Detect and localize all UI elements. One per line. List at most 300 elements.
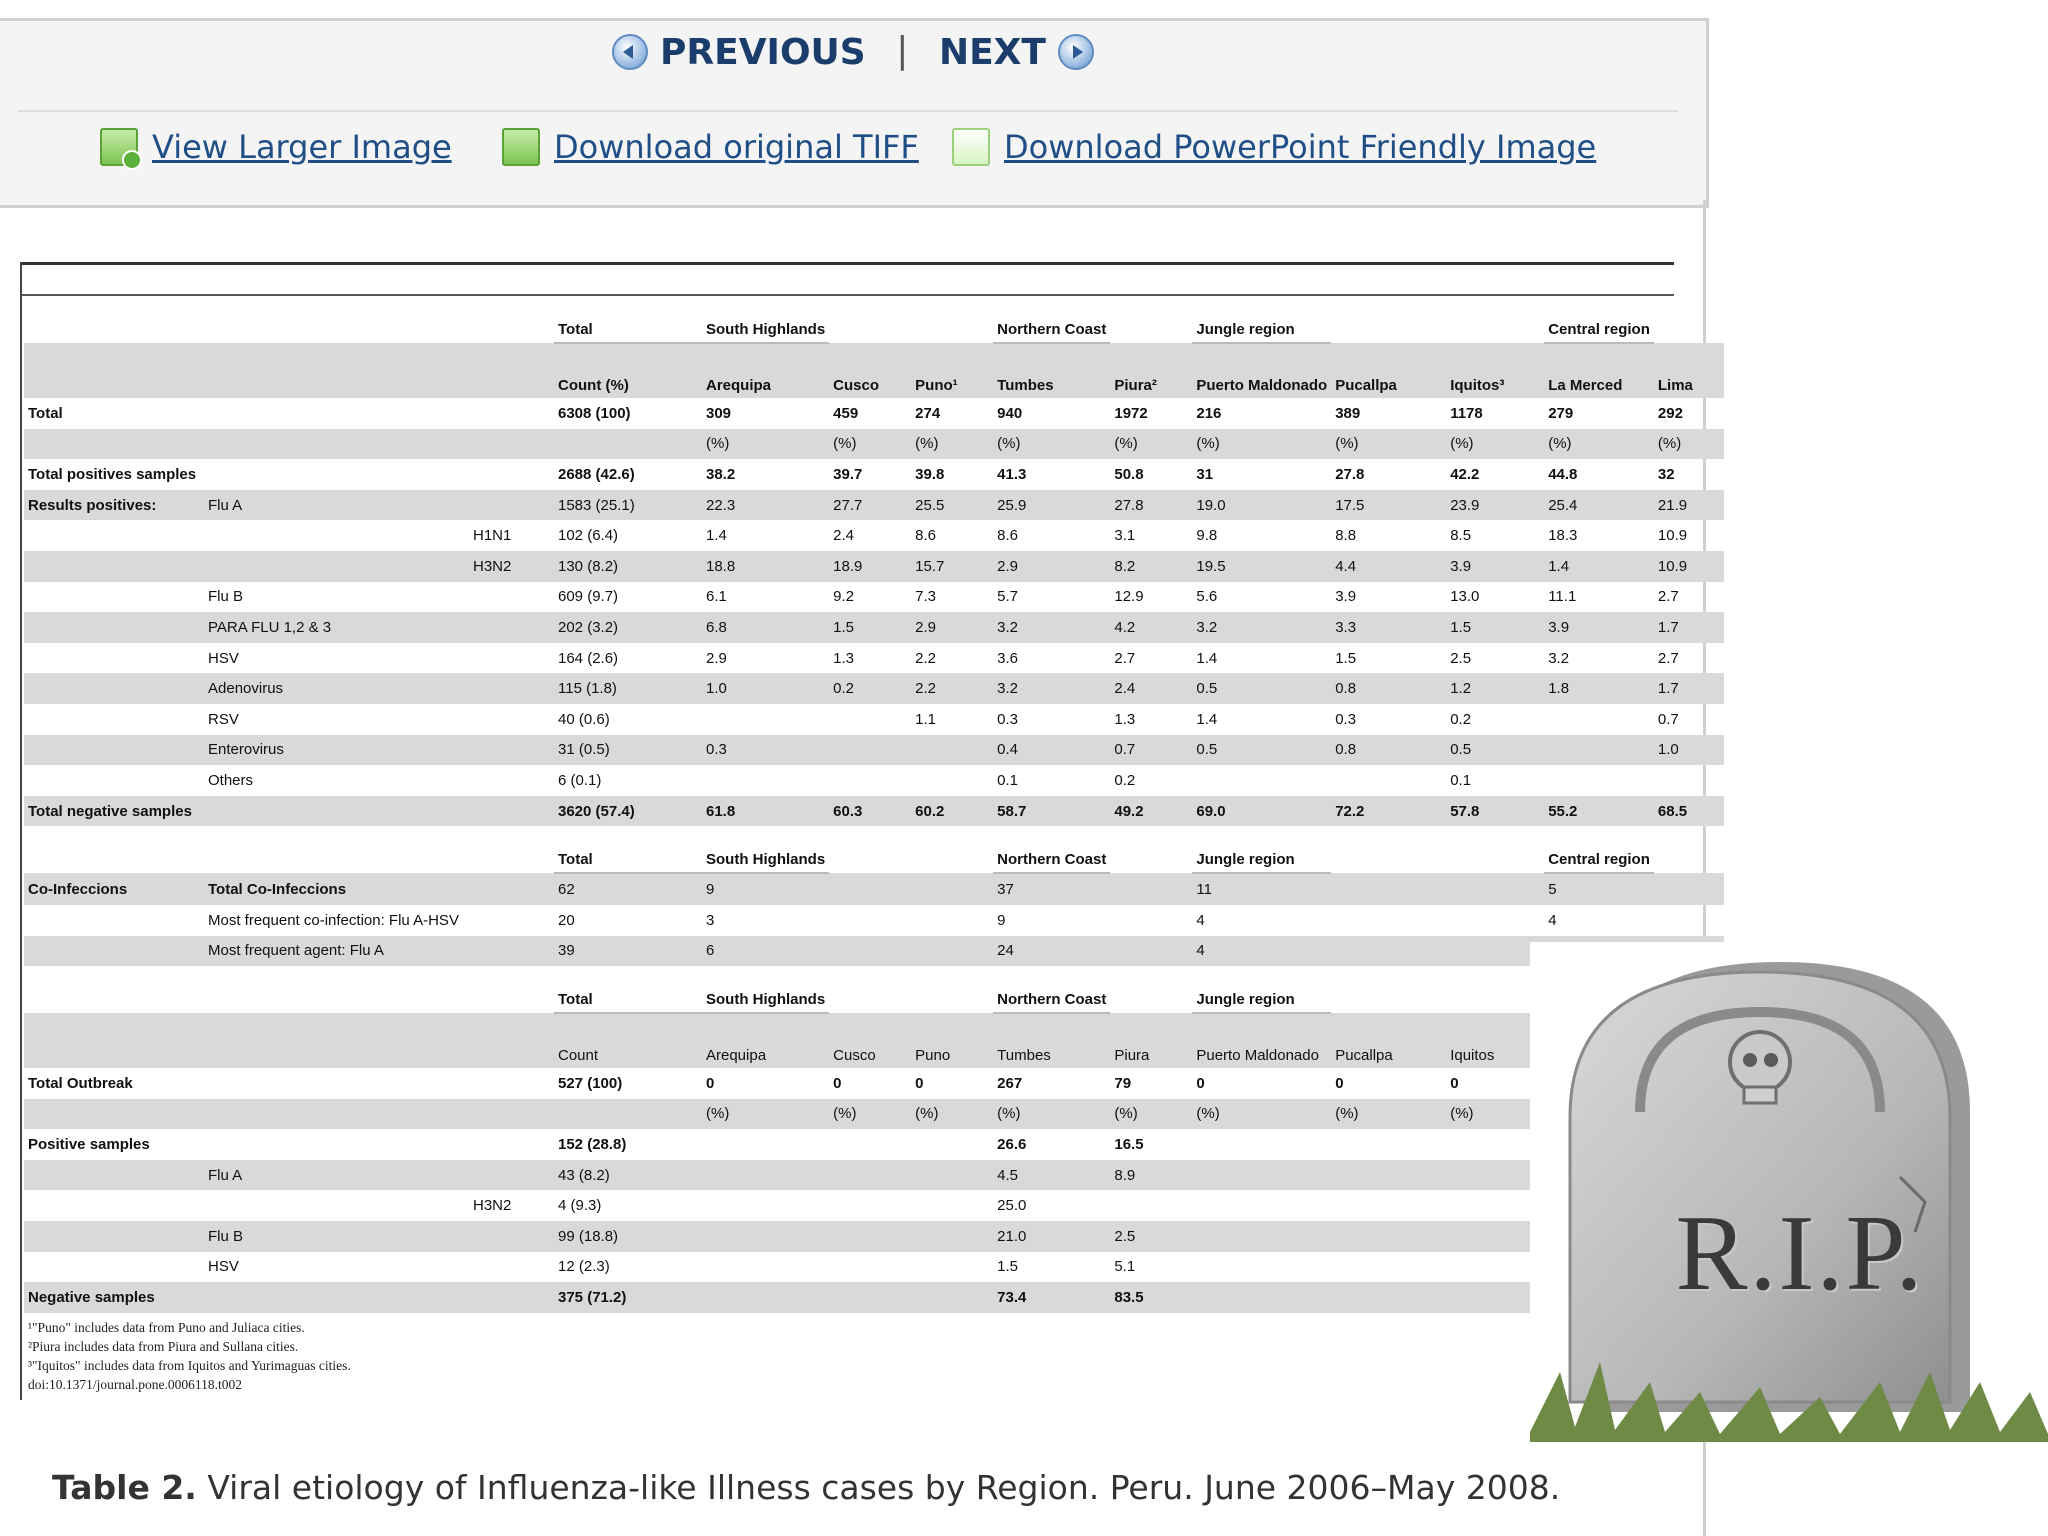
table-cell — [469, 1282, 554, 1313]
table-row — [24, 1129, 1724, 1160]
table-cell — [1446, 905, 1544, 936]
table-cell: 0 — [1196, 1074, 1205, 1092]
table-cell — [204, 1282, 469, 1313]
table-cell: Piura² — [1110, 343, 1192, 398]
table-cell: Total Co-Infeccions — [204, 873, 469, 905]
table-cell: 73.4 — [993, 1282, 1110, 1313]
table-cell — [911, 1129, 993, 1160]
table-cell — [1192, 1160, 1331, 1191]
table-cell: 2.9 — [993, 551, 1110, 582]
table-cell: Tumbes — [993, 343, 1110, 398]
table-cell — [24, 1190, 204, 1221]
table-cell: (%) — [1192, 429, 1331, 460]
table-cell: (%) — [829, 429, 911, 460]
pagination-nav — [0, 30, 1706, 73]
table-cell: 3.2 — [1548, 649, 1570, 667]
table-cell — [204, 1013, 469, 1068]
table-cell — [204, 520, 469, 551]
powerpoint-file-icon — [952, 128, 990, 166]
table-row — [24, 343, 1724, 398]
nav-divider — [18, 110, 1678, 112]
table-cell: 61.8 — [702, 796, 829, 827]
table-cell — [469, 490, 554, 521]
next-label: NEXT — [938, 31, 1046, 73]
table-cell: Iquitos — [1446, 1013, 1544, 1068]
table-cell — [829, 1160, 911, 1191]
table-cell: 0 — [1450, 1074, 1459, 1092]
view-larger-text[interactable]: View Larger Image — [152, 128, 452, 166]
table-cell — [204, 343, 469, 398]
table-cell: 0.3 — [702, 735, 829, 766]
download-ppt-text[interactable]: Download PowerPoint Friendly Image — [1004, 128, 1597, 166]
table-cell: 0.5 — [1446, 735, 1544, 766]
table-cell: 2.2 — [915, 649, 937, 667]
table-cell: Negative samples — [24, 1282, 204, 1313]
table-cell: 3.1 — [1114, 527, 1136, 545]
table-cell — [24, 520, 204, 551]
table-cell: 274 — [915, 404, 941, 422]
table-cell: 6 — [702, 936, 829, 967]
table-cell — [1654, 765, 1724, 796]
table-cell: 11.1 — [1548, 588, 1577, 606]
table-cell: 1.4 — [1196, 710, 1218, 728]
table-cell — [829, 905, 911, 936]
table-cell: Iquitos³ — [1446, 343, 1544, 398]
table-cell — [911, 296, 993, 343]
table-cell — [1544, 704, 1654, 735]
table-cell: 3620 (57.4) — [554, 796, 702, 827]
table-cell: 279 — [1548, 404, 1574, 422]
table-cell: 69.0 — [1192, 796, 1331, 827]
table-cell — [829, 704, 911, 735]
table-cell: Others — [208, 771, 254, 789]
table-cell — [911, 873, 993, 905]
download-tiff-link[interactable] — [502, 128, 919, 166]
table-row — [24, 643, 1724, 674]
table-cell — [469, 905, 554, 936]
table-cell: 2.5 — [1110, 1221, 1192, 1252]
table-cell: (%) — [1446, 1099, 1544, 1130]
table-cell — [1192, 1190, 1331, 1221]
table-row — [24, 1099, 1724, 1130]
table-cell: 32 — [1657, 465, 1675, 483]
table-cell: Jungle region — [1192, 826, 1331, 873]
table-cell: (%) — [702, 429, 829, 460]
table-cell: 2.9 — [911, 612, 993, 643]
table-cell — [1110, 296, 1192, 343]
table-row — [24, 1013, 1724, 1068]
table-cell: 0 — [833, 1074, 842, 1092]
table-cell: 44.8 — [1548, 465, 1578, 483]
table-cell — [469, 735, 554, 766]
table-cell — [1192, 1282, 1331, 1313]
table-cell: Flu B — [208, 588, 244, 606]
table-cell: 0.2 — [829, 673, 911, 704]
table-cell — [1331, 905, 1446, 936]
table-cell: 0.2 — [1450, 710, 1472, 728]
table-cell: 527 (100) — [558, 1074, 623, 1092]
table-cell — [204, 459, 469, 490]
previous-label: PREVIOUS — [660, 31, 866, 73]
table-row — [24, 459, 1724, 490]
rip-inscription: R.I.P. — [1675, 1194, 1925, 1313]
table-cell: 40 (0.6) — [558, 710, 610, 728]
table-cell: 202 (3.2) — [554, 612, 702, 643]
table-cell: HSV — [208, 649, 239, 667]
table-cell: Puerto Maldonado — [1192, 1013, 1331, 1068]
table-cell: Total — [554, 966, 702, 1013]
table-cell: 216 — [1196, 404, 1222, 422]
table-cell: H3N2 — [473, 1197, 512, 1215]
table-cell: 27.8 — [1110, 490, 1192, 521]
table-cell: 1.3 — [833, 649, 855, 667]
table-cell: 60.2 — [911, 796, 993, 827]
table-row — [24, 673, 1724, 704]
table-cell — [1192, 1221, 1331, 1252]
table-cell — [469, 1068, 554, 1099]
table-cell: Arequipa — [702, 1013, 829, 1068]
table-cell — [911, 966, 993, 1013]
table-cell: 20 — [558, 911, 575, 929]
table-cell: 9.8 — [1196, 527, 1218, 545]
table-cell: 12.9 — [1114, 588, 1144, 606]
table-cell: Central region — [1544, 826, 1654, 873]
table-cell — [1654, 873, 1724, 905]
table-cell — [469, 873, 554, 905]
table-cell: South Highlands — [702, 966, 829, 1013]
table-cell: 0.8 — [1331, 673, 1446, 704]
table-cell: 1.0 — [702, 673, 829, 704]
table-cell: 31 (0.5) — [554, 735, 702, 766]
table-cell: 26.6 — [997, 1136, 1027, 1154]
table-cell: 1.5 — [829, 612, 911, 643]
table-cell — [24, 1221, 204, 1252]
table-cell: 4.5 — [993, 1160, 1110, 1191]
table-cell — [24, 1099, 204, 1130]
table-cell: Results positives: — [24, 490, 204, 521]
table-cell — [469, 765, 554, 796]
table-cell: Enterovirus — [204, 735, 469, 766]
table-cell — [24, 936, 204, 967]
footnote: ¹"Puno" includes data from Puno and Juliaca cities. — [28, 1320, 305, 1335]
table-row — [24, 936, 1724, 967]
table-row — [24, 765, 1724, 796]
table-cell: 1.7 — [1654, 612, 1724, 643]
table-cell — [829, 966, 911, 1013]
table-cell: 4 — [1196, 911, 1205, 929]
table-cell: 10.9 — [1657, 527, 1688, 545]
table-row — [24, 296, 1724, 343]
table-cell — [1544, 735, 1654, 766]
table-cell: 5.1 — [1114, 1258, 1136, 1276]
table-cell: 18.8 — [702, 551, 829, 582]
table-cell: Count — [554, 1013, 702, 1068]
table-cell — [204, 1190, 469, 1221]
table-cell — [1110, 873, 1192, 905]
table-cell: 9 — [997, 911, 1006, 929]
table-cell: 18.9 — [829, 551, 911, 582]
table-cell: (%) — [1654, 429, 1724, 460]
table-cell — [702, 1190, 829, 1221]
table-cell: 58.7 — [993, 796, 1110, 827]
table-cell — [554, 429, 702, 460]
table-cell: 4.4 — [1331, 551, 1446, 582]
table-cell: 1.5 — [1335, 649, 1357, 667]
table-cell: 72.2 — [1331, 796, 1446, 827]
table-cell — [1654, 826, 1724, 873]
viral-etiology-table — [24, 296, 1724, 1313]
table-cell — [829, 1252, 911, 1283]
table-cell — [911, 765, 993, 796]
doi-text: doi:10.1371/journal.pone.0006118.t002 — [28, 1377, 242, 1392]
table-cell: 17.5 — [1331, 490, 1446, 521]
view-larger-link[interactable] — [100, 128, 452, 166]
table-row — [24, 735, 1724, 766]
table-cell: Flu A — [204, 490, 469, 521]
table-row — [24, 582, 1724, 613]
table-cell — [829, 1221, 911, 1252]
table-cell: 267 — [997, 1074, 1023, 1092]
table-cell — [24, 643, 204, 674]
table-cell — [702, 1221, 829, 1252]
table-cell: 0.5 — [1192, 735, 1331, 766]
table-cell — [911, 905, 993, 936]
table-cell: Adenovirus — [204, 673, 469, 704]
table-row — [24, 1068, 1724, 1099]
table-cell: 99 (18.8) — [554, 1221, 702, 1252]
table-cell — [829, 1129, 911, 1160]
table-cell: 1.4 — [706, 527, 727, 545]
table-cell: 2.4 — [1110, 673, 1192, 704]
table-cell: 8.8 — [1335, 527, 1357, 545]
table-cell: 3.6 — [997, 649, 1019, 667]
table-cell: 1.2 — [1446, 673, 1544, 704]
table-cell — [1331, 1129, 1446, 1160]
table-cell: 5.6 — [1196, 588, 1218, 606]
table-cell: 25.9 — [993, 490, 1110, 521]
table-cell: Pucallpa — [1331, 1013, 1446, 1068]
table-cell: 6 (0.1) — [558, 771, 602, 789]
table-cell — [702, 1282, 829, 1313]
table-cell: 39.7 — [833, 465, 863, 483]
table-cell — [1331, 1160, 1446, 1191]
table-cell — [829, 936, 911, 967]
table-cell — [1331, 1190, 1446, 1221]
table-cell: 57.8 — [1446, 796, 1544, 827]
table-cell: 2.4 — [833, 527, 855, 545]
table-cell: 2.9 — [706, 649, 727, 667]
table-row — [24, 551, 1724, 582]
table-cell — [1446, 296, 1544, 343]
table-cell: 5.7 — [997, 588, 1019, 606]
table-cell: 5 — [1544, 873, 1654, 905]
table-cell: 1.3 — [1114, 710, 1136, 728]
table-cell — [1331, 966, 1446, 1013]
next-button[interactable] — [939, 32, 1094, 73]
image-file-icon — [502, 128, 540, 166]
table-cell — [24, 429, 204, 460]
table-cell: 0.4 — [993, 735, 1110, 766]
table-cell: Lima — [1654, 343, 1724, 398]
table-cell — [1110, 905, 1192, 936]
table-cell: 609 (9.7) — [558, 588, 619, 606]
table-cell — [24, 1013, 204, 1068]
table-cell — [24, 673, 204, 704]
table-cell: (%) — [1331, 429, 1446, 460]
table-cell: 1.4 — [1544, 551, 1654, 582]
table-cell: Most frequent agent: Flu A — [204, 936, 469, 967]
table-cell — [829, 1190, 911, 1221]
table-cell — [911, 1282, 993, 1313]
table-cell — [24, 1160, 204, 1191]
table-row — [24, 966, 1724, 1013]
table-cell: 102 (6.4) — [558, 527, 619, 545]
table-cell: 11 — [1192, 873, 1331, 905]
table-cell: 0 — [1335, 1074, 1344, 1092]
table-cell: La Merced — [1544, 343, 1654, 398]
table-cell — [469, 1252, 554, 1283]
caption-label: Table 2. — [52, 1468, 197, 1507]
table-cell — [702, 1129, 829, 1160]
table-cell — [1544, 765, 1654, 796]
table-cell — [469, 459, 554, 490]
table-row — [24, 826, 1724, 873]
table-cell — [1192, 1252, 1331, 1283]
table-cell: 0.8 — [1331, 735, 1446, 766]
table-cell: Cusco — [829, 1013, 911, 1068]
table-cell — [469, 398, 554, 429]
table-cell: 42.2 — [1450, 465, 1480, 483]
table-cell — [1331, 1221, 1446, 1252]
arrow-right-icon — [1058, 34, 1094, 70]
table-cell: 6.8 — [702, 612, 829, 643]
table-cell — [469, 643, 554, 674]
table-cell: (%) — [1331, 1099, 1446, 1130]
table-cell — [24, 1252, 204, 1283]
table-cell: (%) — [1192, 1099, 1331, 1130]
table-cell — [469, 1013, 554, 1068]
table-cell: 4.2 — [1110, 612, 1192, 643]
table-cell — [469, 343, 554, 398]
table-cell: 24 — [993, 936, 1110, 967]
table-cell: 1583 (25.1) — [554, 490, 702, 521]
table-cell — [1331, 765, 1446, 796]
table-cell — [1192, 1129, 1331, 1160]
table-cell: Puno — [911, 1013, 993, 1068]
table-cell: 3.3 — [1331, 612, 1446, 643]
table-footnotes — [28, 1318, 351, 1394]
table-cell — [1331, 1282, 1446, 1313]
table-row — [24, 905, 1724, 936]
table-cell — [469, 1129, 554, 1160]
table-cell: 13.0 — [1450, 588, 1480, 606]
table-cell: RSV — [208, 710, 239, 728]
table-cell — [1110, 826, 1192, 873]
table-cell: 4 — [1548, 911, 1557, 929]
table-cell — [24, 735, 204, 766]
table-cell: Flu A — [204, 1160, 469, 1191]
table-cell: Jungle region — [1192, 296, 1331, 343]
table-cell: 50.8 — [1114, 465, 1144, 483]
table-cell: 19.0 — [1192, 490, 1331, 521]
table-cell: 1.0 — [1654, 735, 1724, 766]
download-ppt-link[interactable] — [952, 128, 1596, 166]
table-cell: 2.5 — [1450, 649, 1472, 667]
table-cell — [1110, 1190, 1192, 1221]
table-cell — [911, 936, 993, 967]
table-cell: Arequipa — [702, 343, 829, 398]
table-cell — [702, 704, 829, 735]
table-cell — [24, 612, 204, 643]
table-cell: 19.5 — [1192, 551, 1331, 582]
table-cell: 25.4 — [1544, 490, 1654, 521]
table-cell: Cusco — [829, 343, 911, 398]
table-cell: H3N2 — [469, 551, 554, 582]
table-cell: 10.9 — [1654, 551, 1724, 582]
table-cell: 1972 — [1114, 404, 1148, 422]
table-cell: 1.8 — [1544, 673, 1654, 704]
table-cell — [911, 735, 993, 766]
table-cell: 1178 — [1450, 404, 1483, 422]
table-cell: 0.7 — [1110, 735, 1192, 766]
table-cell: 4 — [1192, 936, 1331, 967]
table-cell — [204, 296, 469, 343]
table-cell: 31 — [1196, 465, 1214, 483]
table-cell — [1110, 966, 1192, 1013]
tombstone-overlay — [1530, 942, 2048, 1442]
table-cell: Northern Coast — [993, 296, 1110, 343]
table-cell: 41.3 — [997, 465, 1027, 483]
table-cell: 8.5 — [1450, 527, 1472, 545]
table-row — [24, 490, 1724, 521]
table-cell: 27.8 — [1335, 465, 1365, 483]
image-zoom-icon — [100, 128, 138, 166]
download-tiff-text[interactable]: Download original TIFF — [554, 128, 919, 166]
table-cell: 68.5 — [1654, 796, 1724, 827]
caption-text: Viral etiology of Influenza-like Illness cases by Region. Peru. June 2006–May 2008. — [196, 1468, 1561, 1507]
table-cell: 2.7 — [1657, 649, 1679, 667]
table-cell: (%) — [1446, 429, 1544, 460]
table-cell: 79 — [1114, 1074, 1132, 1092]
table-cell — [829, 873, 911, 905]
previous-button[interactable] — [612, 32, 866, 73]
table-cell — [24, 343, 204, 398]
table-cell: 0.7 — [1657, 710, 1679, 728]
table-cell — [469, 704, 554, 735]
nav-separator: | — [896, 30, 909, 71]
table-cell: Count (%) — [554, 343, 702, 398]
table-cell: (%) — [1544, 429, 1654, 460]
table-cell: H1N1 — [473, 527, 512, 545]
table-cell: 0 — [915, 1074, 924, 1092]
table-cell — [1654, 296, 1724, 343]
table-row — [24, 1221, 1724, 1252]
table-cell: (%) — [911, 429, 993, 460]
table-cell: 18.3 — [1548, 527, 1578, 545]
table-row — [24, 1252, 1724, 1283]
table-cell: (%) — [993, 429, 1110, 460]
table-cell: Total negative samples — [24, 796, 204, 827]
table-cell: 3.2 — [993, 673, 1110, 704]
table-cell: 21.0 — [993, 1221, 1110, 1252]
table-cell — [469, 429, 554, 460]
table-cell: (%) — [993, 1099, 1110, 1130]
table-cell: 375 (71.2) — [554, 1282, 702, 1313]
table-cell: 0.3 — [1335, 710, 1357, 728]
table-cell: HSV — [208, 1258, 239, 1276]
table-cell — [554, 1099, 702, 1130]
table-cell — [829, 826, 911, 873]
